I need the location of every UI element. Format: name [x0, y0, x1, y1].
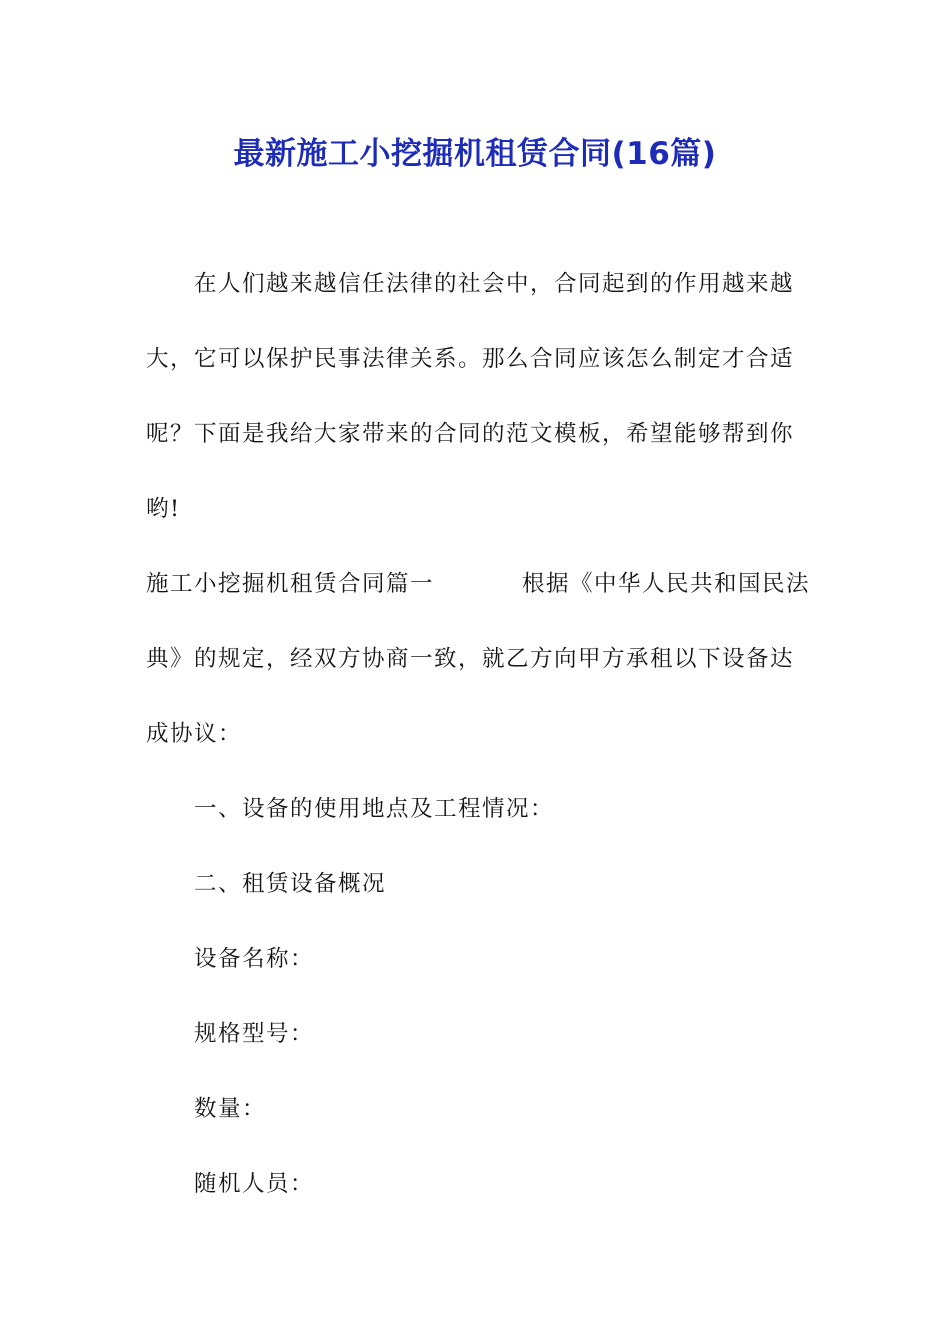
- intro-line-4: 哟!: [146, 496, 181, 522]
- section-one-line-2: 典》的规定，经双方协商一致，就乙方向甲方承租以下设备达: [146, 646, 795, 672]
- intro-line-2: 大，它可以保护民事法律关系。那么合同应该怎么制定才合适: [146, 346, 795, 372]
- section-one-line1-tail: 根据《中华人民共和国民法: [522, 571, 811, 597]
- section-one-heading: 施工小挖掘机租赁合同篇一: [146, 571, 435, 597]
- document-body: [146, 247, 811, 1222]
- section-one-line-3: 成协议：: [146, 721, 243, 747]
- clause-equipment-location: 一、设备的使用地点及工程情况：: [194, 796, 555, 822]
- section-one-first-line: [146, 547, 811, 622]
- document-title: 最新施工小挖掘机租赁合同(16篇): [233, 136, 717, 172]
- field-operators: 随机人员：: [194, 1171, 315, 1197]
- field-model-spec: 规格型号：: [194, 1021, 315, 1047]
- intro-line-3: 呢？下面是我给大家带来的合同的范文模板，希望能够帮到你: [146, 421, 795, 447]
- intro-line-1: 在人们越来越信任法律的社会中，合同起到的作用越来越: [194, 271, 795, 297]
- clause-equipment-overview: 二、租赁设备概况: [194, 871, 387, 897]
- field-quantity: 数量：: [194, 1096, 267, 1122]
- field-equipment-name: 设备名称：: [194, 946, 315, 972]
